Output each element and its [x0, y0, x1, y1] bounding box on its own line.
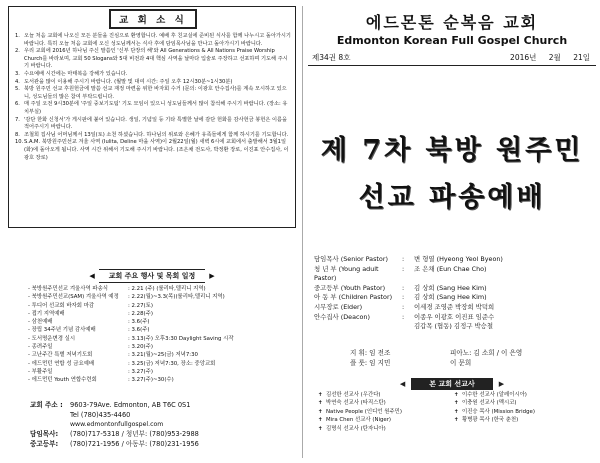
missionary-name: 김선한 선교사 (우간다) — [326, 392, 381, 398]
news-item-text: S.A.M. 북방원주민선교 겨울 사역 (Iulita, Deline 마을 사역)이 2월22일(월) 새벽 6시에 교회에서 출발해서 3월1일(화)에 돌아오게 됩니다. 사역 시간 위해서 기도해 주시기 바랍니다. (조은채 전도사, 박정환 장로, 이진표 안수집사, 이광호 장로) — [24, 139, 289, 161]
missionary-item — [318, 408, 454, 416]
staff-role: 시무장로 (Elder) — [314, 302, 363, 311]
staff-role: 안수집사 (Deacon) — [314, 312, 370, 321]
staff-colon — [402, 322, 414, 332]
missionary-item — [318, 399, 454, 407]
music-row — [350, 358, 590, 368]
contact-info — [30, 400, 280, 449]
schedule-event: - 접기 지역예배 — [28, 310, 65, 317]
missionary-title: 본 교회 선교사 — [411, 378, 492, 390]
missionary-name: 이충원 선교사 (멕시코) — [462, 400, 517, 407]
staff-row — [314, 322, 596, 332]
missionary-name: 황병광 목사 (한국 춘천) — [462, 417, 519, 424]
church-name-english: Edmonton Korean Full Gospel Church — [336, 34, 568, 47]
schedule-item — [28, 310, 296, 318]
missionary-name: 이수한 선교사 (알레이시아) — [462, 392, 527, 398]
news-item-text: 오늘 처음 교회에 나오신 모든 분들을 진심으로 환영합니다. 예배 후 친교실에 준비된 식사를 함께 나누시고 돌아가시기 바랍니다. 특히 오늘 처음 교회에 오신 성도님께서는 식사 후에 담임목사님을 만나고 돌아가시기 바랍니다. — [24, 33, 291, 47]
missionary-item — [454, 416, 590, 424]
schedule-item — [28, 285, 296, 293]
staff-colon: : — [402, 264, 405, 273]
church-news-box — [8, 6, 296, 228]
church-news-title: 교 회 소 식 — [109, 9, 197, 29]
news-item-text: 수요예배 시간에는 마태복음 강해가 있습니다. — [24, 70, 128, 77]
schedule-event: - 투디어 선교회 바자회 마감 — [28, 302, 95, 309]
news-item — [15, 86, 291, 101]
staff-colon: : — [402, 312, 405, 321]
staff-row — [314, 265, 596, 284]
staff-name: 이종우 이광호 이진표 임준수 — [414, 312, 495, 321]
schedule-item — [28, 343, 296, 351]
staff-name: 변 형열 (Hyeong Yeol Byeon) — [414, 255, 503, 263]
arrow-right-icon: ▶ — [498, 380, 505, 388]
missionary-column-2 — [454, 391, 590, 433]
address-label: 교회 주소 : — [30, 401, 63, 409]
staff-row — [314, 313, 596, 323]
schedule-event: - 에드먼턴 Youth 연합수련회 — [28, 377, 97, 384]
missionary-item — [318, 416, 454, 424]
issue-year: 2016년 — [510, 53, 537, 62]
children-phone: (780)231-1956 — [149, 440, 199, 448]
staff-name: 조 은채 (Eun Chae Cho) — [414, 264, 487, 273]
schedule-event: - 삼천예배 — [28, 319, 53, 326]
pastor-phone-label: 담임목사: — [30, 430, 59, 438]
schedule-event: - 도서명운변경 실시 — [28, 335, 76, 342]
schedule-date: : 3.6(주) — [128, 319, 150, 326]
right-column — [308, 6, 596, 214]
schedule-date: : 2.28(주) — [128, 310, 153, 317]
news-item — [15, 101, 291, 116]
schedule-event: - 종려주일 — [28, 344, 53, 351]
cross-icon: ✝ — [318, 408, 323, 415]
church-name-korean: 에드몬톤 순복음 교회 — [365, 13, 539, 32]
cross-icon: ✝ — [318, 417, 323, 424]
schedule-title: 교회 주요 행사 및 목회 일정 — [99, 269, 206, 283]
issue-month: 2월 — [548, 53, 561, 62]
staff-row — [314, 303, 596, 313]
staff-row — [314, 293, 596, 303]
news-item-number: 8. — [15, 131, 20, 138]
news-item-text: 북방 원주민 선교 후원헌금에 말씀 선교 재정 마련을 위한 바자회 수거 (문의: 이광호 안수집사)를 계속 모시하고 있으니, 성도님들의 많은 참여 부탁드립니다. — [24, 86, 287, 100]
news-item — [15, 71, 291, 79]
news-item-number: 4. — [15, 78, 20, 85]
schedule-item — [28, 351, 296, 359]
staff-name: 김 상희 (Sang Hee Kim) — [414, 283, 487, 292]
cross-icon: ✝ — [454, 400, 459, 407]
schedule-item — [28, 368, 296, 376]
schedule-item — [28, 293, 296, 301]
schedule-date: : 3.21(월)~25(금) 저녁7:30 — [128, 352, 198, 359]
news-item-number: 3. — [15, 70, 20, 77]
young-adult-phone-label: / 청년부: — [121, 430, 148, 438]
issue-number: 제34권 8호 — [312, 53, 351, 62]
cross-icon: ✝ — [454, 408, 459, 415]
staff-role: 아 동 부 (Children Pastor) — [314, 293, 393, 302]
music-right: 이 문희 — [450, 359, 472, 367]
arrow-right-icon: ▶ — [209, 272, 215, 280]
news-item — [15, 117, 291, 132]
youth-phone-label: 중고등부: — [30, 440, 59, 448]
missionary-item — [454, 399, 590, 407]
schedule-list — [8, 285, 296, 385]
cross-icon: ✝ — [454, 392, 459, 398]
schedule-date: : 3.27(주) — [128, 368, 153, 375]
staff-colon: : — [402, 283, 405, 292]
staff-row — [314, 284, 596, 294]
schedule-event: - 에드먼턴 연합 성 금요예배 — [28, 360, 95, 367]
headline-line-2: 선교 파송예배 — [358, 182, 546, 213]
missionary-header — [308, 378, 596, 390]
schedule-date: : 3.25(금) 저녁7:30, 장소: 중앙교회 — [128, 360, 216, 367]
schedule-date: : 2.27(토) — [128, 302, 153, 309]
missionary-item — [454, 408, 590, 416]
missionary-name: 박연숙 선교사 (타직스탄) — [326, 400, 386, 407]
schedule-date: : 2.22(월)~3.3(목)(룰리타,델리니 지역) — [128, 294, 225, 301]
tel-value: (780)435-4460 — [80, 411, 131, 419]
schedule-item — [28, 326, 296, 334]
left-column — [8, 6, 296, 458]
news-item-number: 1. — [15, 33, 20, 39]
missionary-column-1 — [318, 391, 454, 433]
music-staff — [350, 348, 590, 368]
staff-name: 이세경 조영준 박장희 박덕희 — [414, 302, 495, 311]
staff-colon: : — [402, 255, 405, 263]
arrow-left-icon: ◀ — [89, 272, 95, 280]
column-divider — [302, 6, 303, 458]
staff-list — [314, 255, 596, 332]
staff-name: 김 상희 (Sang Hee Kim) — [414, 293, 487, 302]
schedule-event: - 부활주일 — [28, 368, 53, 375]
music-right: 피아노: 김 소희 / 이 은영 — [450, 349, 523, 357]
missionary-name: 이진승 목사 (Mission Bridge) — [462, 408, 535, 415]
missionary-item — [318, 391, 454, 399]
schedule-event: - 북방원주민선교 겨울사역 파송식 — [28, 286, 108, 292]
staff-row — [314, 255, 596, 265]
address-value: 9603-79Ave. Edmonton, AB T6C 0S1 — [70, 401, 191, 409]
headline — [308, 128, 596, 214]
schedule-item — [28, 360, 296, 368]
pastor-phone: (780)717-5318 — [70, 430, 120, 438]
missionary-list — [318, 391, 590, 433]
missionary-item — [454, 391, 590, 399]
cross-icon: ✝ — [454, 417, 459, 424]
news-item-number: 6. — [15, 101, 20, 108]
music-row — [350, 348, 590, 358]
news-item-text: 우리 교회에 2016년 하나님 주신 말씀인 '신부 단장의 해'와 All Generations & All Nations Praise Worship Church를 바라보며, 교회 50 Slogans와 5대 비전과 4대 핵심 사역을 날마다 입술로 주장하고 선포하며 기도해 주시기 바랍니다. — [24, 48, 288, 70]
headline-line-1: 제 7차 북방 원주민 — [320, 135, 584, 166]
missionary-name: Native People (인디언 원주민) — [326, 408, 402, 415]
issue-day: 21일 — [573, 53, 590, 62]
schedule-item — [28, 335, 296, 343]
schedule-item — [28, 318, 296, 326]
schedule-event: - 고난주간 특별 저녁기도회 — [28, 352, 93, 359]
children-phone-label: / 아동부: — [121, 440, 148, 448]
news-item — [15, 48, 291, 71]
schedule-date: : 3.20(주) — [128, 344, 153, 351]
issue-row — [308, 52, 596, 66]
missionary-name: Mira Chen 선교사 (Niger) — [326, 417, 392, 424]
staff-role: 중고등부 (Youth Pastor) — [314, 283, 386, 292]
schedule-event: - 북방원주민선교(SAM) 겨울사역 예정 — [28, 294, 119, 301]
staff-role: 담임목사 (Senior Pastor) — [314, 255, 388, 263]
missionary-item — [318, 425, 454, 433]
news-item-text: 매 주일 오전 9시30분에 '주일 중보기도팀' 기도 모임이 있으니 성도님들께서 많이 참석해 주시기 바랍니다. (장소: 유치부실) — [24, 101, 288, 115]
staff-role — [314, 322, 402, 332]
schedule-event: - 장립 34주년 기념 감사예배 — [28, 327, 96, 334]
news-item — [15, 33, 291, 48]
youth-phone: (780)721-1956 — [70, 440, 120, 448]
schedule-date: : 3.13(주) 오후3:30 Daylight Saving 시작 — [128, 335, 234, 342]
cross-icon: ✝ — [318, 400, 323, 407]
news-item-text: 도서관을 많이 이용해 주시기 바랍니다. (월말 및 대여 시간: 주일 오후 12시30분~1시30분) — [24, 78, 233, 85]
young-adult-phone: (780)953-2988 — [149, 430, 199, 438]
staff-role: 청 년 부 (Young adult Pastor) — [314, 264, 379, 283]
music-left: 지 휘: 임 전조 — [350, 349, 391, 357]
schedule-item — [28, 302, 296, 310]
staff-colon: : — [402, 293, 405, 302]
issue-date — [500, 52, 590, 63]
news-item-text: '감단 한화 신청서'가 게시판에 붙어 있습니다. 생일, 기념일 등 기타 특별한 날에 감단 헌화를 감사헌금 봉헌은 이름을 적어주시기 바랍니다. — [24, 116, 288, 131]
schedule-section — [8, 269, 296, 385]
schedule-date: : 2.21 (주) (룰리타,델리니 지역) — [128, 286, 206, 292]
news-item — [15, 139, 291, 162]
missionary-name: 김명식 선교사 (탄자니아) — [326, 425, 386, 432]
news-item-number: 10. — [15, 139, 24, 146]
tel-label: Tel — [70, 411, 79, 419]
arrow-left-icon: ◀ — [399, 380, 406, 388]
news-item-text: 조철희 집사님 어머님께서 13일(토) 소천 하셨습니다. 하나님의 위로와 은혜가 유족들에게 함께 하시기를 기도합니다. — [24, 131, 289, 138]
schedule-item — [28, 376, 296, 384]
church-news-list — [15, 33, 291, 162]
website-link[interactable]: www.edmontonfullgospel.com — [70, 421, 164, 428]
news-item-number: 7. — [15, 116, 20, 123]
music-left: 플 룻: 임 지민 — [350, 359, 391, 367]
news-item-number: 2. — [15, 48, 20, 55]
news-item-number: 5. — [15, 86, 20, 93]
cross-icon: ✝ — [318, 425, 323, 432]
cross-icon: ✝ — [318, 392, 323, 398]
schedule-date: : 3.27(주)~30(수) — [128, 377, 174, 384]
schedule-date: : 3.6(주) — [128, 327, 150, 334]
staff-colon: : — [402, 302, 405, 311]
staff-name: 김갑목 (협동) 김정구 박승철 — [414, 322, 493, 331]
